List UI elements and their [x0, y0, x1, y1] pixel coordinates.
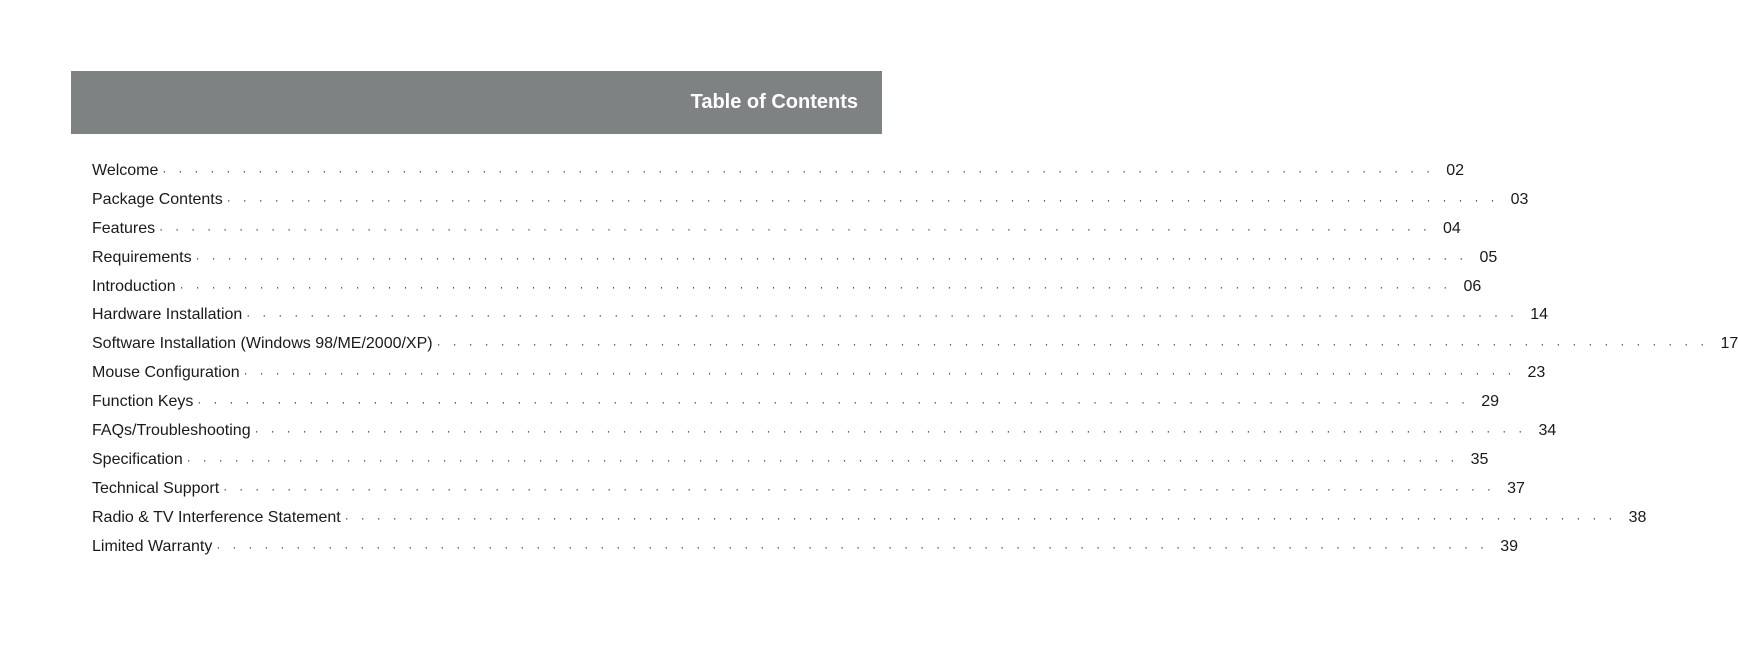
dot-leader: · · · · · · · · · · · · · · · · · · · · · · · · · · · · · · · · · · · · · · · · · · · · · · · · · · · · · · · · · · · · · · · · · · · · · · · · · · · · · · · · [159, 221, 1427, 236]
toc-entry-page: 38 [1628, 508, 1647, 526]
toc-entry[interactable] [92, 157, 1465, 186]
dot-leader: · · · · · · · · · · · · · · · · · · · · · · · · · · · · · · · · · · · · · · · · · · · · · · · · · · · · · · · · · · · · · · · · · · · · · · · · · · · · · · · · [186, 452, 1455, 467]
toc-entry-label: Introduction [92, 277, 176, 295]
dot-leader: · · · · · · · · · · · · · · · · · · · · · · · · · · · · · · · · · · · · · · · · · · · · · · · · · · · · · · · · · · · · · · · · · · · · · · · · · · · · · · · · [179, 279, 1448, 294]
toc-entry-page: 04 [1443, 219, 1461, 237]
dot-leader: · · · · · · · · · · · · · · · · · · · · · · · · · · · · · · · · · · · · · · · · · · · · · · · · · · · · · · · · · · · · · · · · · · · · · · · · · · · · · · · · [254, 424, 1523, 439]
toc-entry[interactable] [92, 475, 1525, 504]
toc-entry[interactable] [92, 504, 1647, 533]
toc-entry-page: 14 [1530, 306, 1548, 324]
dot-leader: · · · · · · · · · · · · · · · · · · · · · · · · · · · · · · · · · · · · · · · · · · · · · · · · · · · · · · · · · · · · · · · · · · · · · · · · · · · · · · · · [344, 510, 1613, 525]
toc-entry[interactable] [92, 186, 1529, 215]
toc-entry-page: 06 [1463, 277, 1482, 295]
dot-leader: · · · · · · · · · · · · · · · · · · · · · · · · · · · · · · · · · · · · · · · · · · · · · · · · · · · · · · · · · · · · · · · · · · · · · · · · · · · · · · · · [162, 164, 1431, 178]
toc-entry-label: FAQs/Troubleshooting [92, 422, 251, 440]
table-of-contents [92, 157, 1738, 561]
dot-leader: · · · · · · · · · · · · · · · · · · · · · · · · · · · · · · · · · · · · · · · · · · · · · · · · · · · · · · · · · · · · · · · · · · · · · · · · · · · · · · · · [226, 192, 1495, 207]
toc-entry[interactable] [92, 244, 1498, 273]
dot-leader: · · · · · · · · · · · · · · · · · · · · · · · · · · · · · · · · · · · · · · · · · · · · · · · · · · · · · · · · · · · · · · · · · · · · · · · · · · · · · · · · [223, 481, 1491, 496]
toc-entry-label: Hardware Installation [92, 306, 243, 324]
toc-entry-page: 29 [1481, 393, 1500, 411]
toc-entry[interactable] [92, 533, 1519, 562]
toc-entry-page: 34 [1538, 422, 1557, 440]
toc-entry-page: 35 [1470, 450, 1489, 468]
toc-entry[interactable] [92, 330, 1738, 359]
dot-leader: · · · · · · · · · · · · · · · · · · · · · · · · · · · · · · · · · · · · · · · · · · · · · · · · · · · · · · · · · · · · · · · · · · · · · · · · · · · · · · · · [243, 366, 1512, 381]
toc-entry[interactable] [92, 359, 1546, 388]
dot-leader: · · · · · · · · · · · · · · · · · · · · · · · · · · · · · · · · · · · · · · · · · · · · · · · · · · · · · · · · · · · · · · · · · · · · · · · · · · · · · · · · [197, 395, 1466, 410]
toc-entry[interactable] [92, 388, 1500, 417]
toc-entry-label: Limited Warranty [92, 537, 213, 555]
toc-entry-page: 02 [1446, 162, 1465, 179]
toc-entry-page: 03 [1510, 190, 1529, 208]
dot-leader: · · · · · · · · · · · · · · · · · · · · · · · · · · · · · · · · · · · · · · · · · · · · · · · · · · · · · · · · · · · · · · · · · · · · · · · · · · · · · · · · [216, 539, 1485, 554]
toc-entry[interactable] [92, 417, 1557, 446]
toc-entry-label: Features [92, 219, 156, 237]
toc-entry[interactable] [92, 215, 1461, 244]
dot-leader: · · · · · · · · · · · · · · · · · · · · · · · · · · · · · · · · · · · · · · · · · · · · · · · · · · · · · · · · · · · · · · · · · · · · · · · · · · · · · · · · [436, 337, 1705, 352]
dot-leader: · · · · · · · · · · · · · · · · · · · · · · · · · · · · · · · · · · · · · · · · · · · · · · · · · · · · · · · · · · · · · · · · · · · · · · · · · · · · · · · · [246, 308, 1514, 323]
toc-entry-label: Radio & TV Interference Statement [92, 508, 341, 526]
toc-entry-label: Function Keys [92, 393, 194, 411]
toc-entry-label: Mouse Configuration [92, 364, 240, 382]
toc-entry-label: Welcome [92, 162, 159, 179]
header-bar [71, 71, 882, 134]
toc-entry-label: Software Installation (Windows 98/ME/2000/XP) [92, 335, 433, 353]
toc-entry-page: 17 [1720, 335, 1738, 353]
page-title: Table of Contents [690, 91, 858, 113]
toc-entry-page: 23 [1527, 364, 1546, 382]
toc-entry[interactable] [92, 301, 1548, 330]
toc-entry-label: Specification [92, 450, 183, 468]
toc-entry-page: 05 [1479, 248, 1498, 266]
toc-entry[interactable] [92, 446, 1489, 475]
toc-entry[interactable] [92, 273, 1482, 302]
toc-entry-label: Technical Support [92, 479, 220, 497]
dot-leader: · · · · · · · · · · · · · · · · · · · · · · · · · · · · · · · · · · · · · · · · · · · · · · · · · · · · · · · · · · · · · · · · · · · · · · · · · · · · · · · · [195, 250, 1464, 265]
toc-entry-page: 39 [1500, 537, 1519, 555]
toc-entry-label: Requirements [92, 248, 192, 266]
toc-entry-page: 37 [1507, 479, 1525, 497]
toc-entry-label: Package Contents [92, 190, 223, 208]
